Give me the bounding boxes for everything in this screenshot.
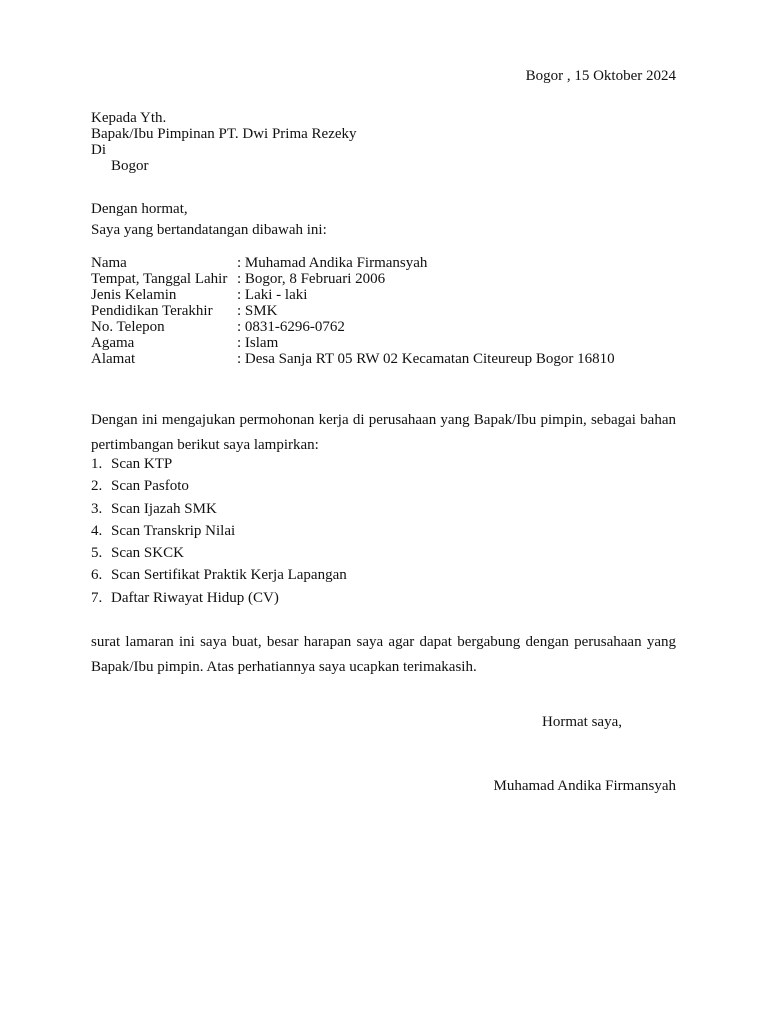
list-number: 3. [91, 500, 103, 517]
list-item [91, 453, 347, 475]
list-text: Scan Ijazah SMK [111, 500, 217, 517]
list-item [91, 498, 347, 520]
identity-row [91, 319, 615, 335]
list-item [91, 542, 347, 564]
list-number: 2. [91, 478, 103, 495]
identity-value: : Islam [237, 335, 279, 351]
list-text: Scan KTP [111, 456, 173, 472]
list-number: 6. [91, 567, 103, 584]
list-item [91, 475, 347, 497]
recipient-city: Bogor [111, 158, 149, 174]
list-item [91, 587, 347, 609]
identity-label: Jenis Kelamin [91, 287, 177, 303]
identity-row [91, 351, 615, 367]
list-text: Scan Transkrip Nilai [111, 522, 236, 539]
list-number: 1. [91, 456, 103, 472]
intro-line: Saya yang bertandatangan dibawah ini: [91, 222, 327, 238]
letter-date: Bogor , 15 Oktober 2024 [525, 68, 676, 84]
closing-paragraph: surat lamaran ini saya buat, besar harapan saya agar dapat bergabung dengan perusahaan yang Bapak/Ibu pimpin. Atas perhatiannya saya ucapkan terimakasih. [91, 634, 676, 675]
identity-row [91, 335, 615, 351]
recipient-salutation: Kepada Yth. [91, 110, 167, 126]
list-item [91, 520, 347, 542]
attachment-list [91, 453, 347, 609]
recipient-di: Di [91, 142, 106, 158]
list-number: 4. [91, 522, 103, 539]
identity-value: : SMK [237, 303, 278, 319]
identity-row [91, 255, 615, 271]
list-text: Scan Sertifikat Praktik Kerja Lapangan [111, 567, 347, 584]
identity-label: Tempat, Tanggal Lahir [91, 271, 228, 287]
identity-row [91, 303, 615, 319]
identity-row [91, 287, 615, 303]
list-item [91, 564, 347, 586]
identity-value: : 0831-6296-0762 [237, 319, 345, 335]
greeting: Dengan hormat, [91, 201, 188, 217]
recipient-name: Bapak/Ibu Pimpinan PT. Dwi Prima Rezeky [91, 126, 357, 142]
identity-label: Nama [91, 255, 127, 271]
application-paragraph: Dengan ini mengajukan permohonan kerja di perusahaan yang Bapak/Ibu pimpin, sebagai bahan pertimbangan berikut saya lampirkan: [91, 412, 676, 453]
identity-label: Alamat [91, 351, 136, 367]
identity-value: : Muhamad Andika Firmansyah [237, 255, 428, 271]
identity-label: Pendidikan Terakhir [91, 303, 213, 319]
identity-value: : Laki - laki [237, 287, 308, 303]
identity-table [91, 255, 615, 367]
identity-value: : Desa Sanja RT 05 RW 02 Kecamatan Citeureup Bogor 16810 [237, 351, 615, 367]
list-text: Scan Pasfoto [111, 478, 189, 495]
recipient-block [91, 110, 357, 174]
list-number: 7. [91, 589, 103, 606]
identity-row [91, 271, 615, 287]
identity-label: Agama [91, 335, 135, 351]
list-number: 5. [91, 545, 103, 562]
list-text: Scan SKCK [111, 545, 184, 562]
list-text: Daftar Riwayat Hidup (CV) [111, 589, 279, 606]
closing-salutation: Hormat saya, [542, 714, 622, 730]
identity-label: No. Telepon [91, 319, 165, 335]
signer-name: Muhamad Andika Firmansyah [493, 778, 676, 794]
identity-value: : Bogor, 8 Februari 2006 [237, 271, 386, 287]
